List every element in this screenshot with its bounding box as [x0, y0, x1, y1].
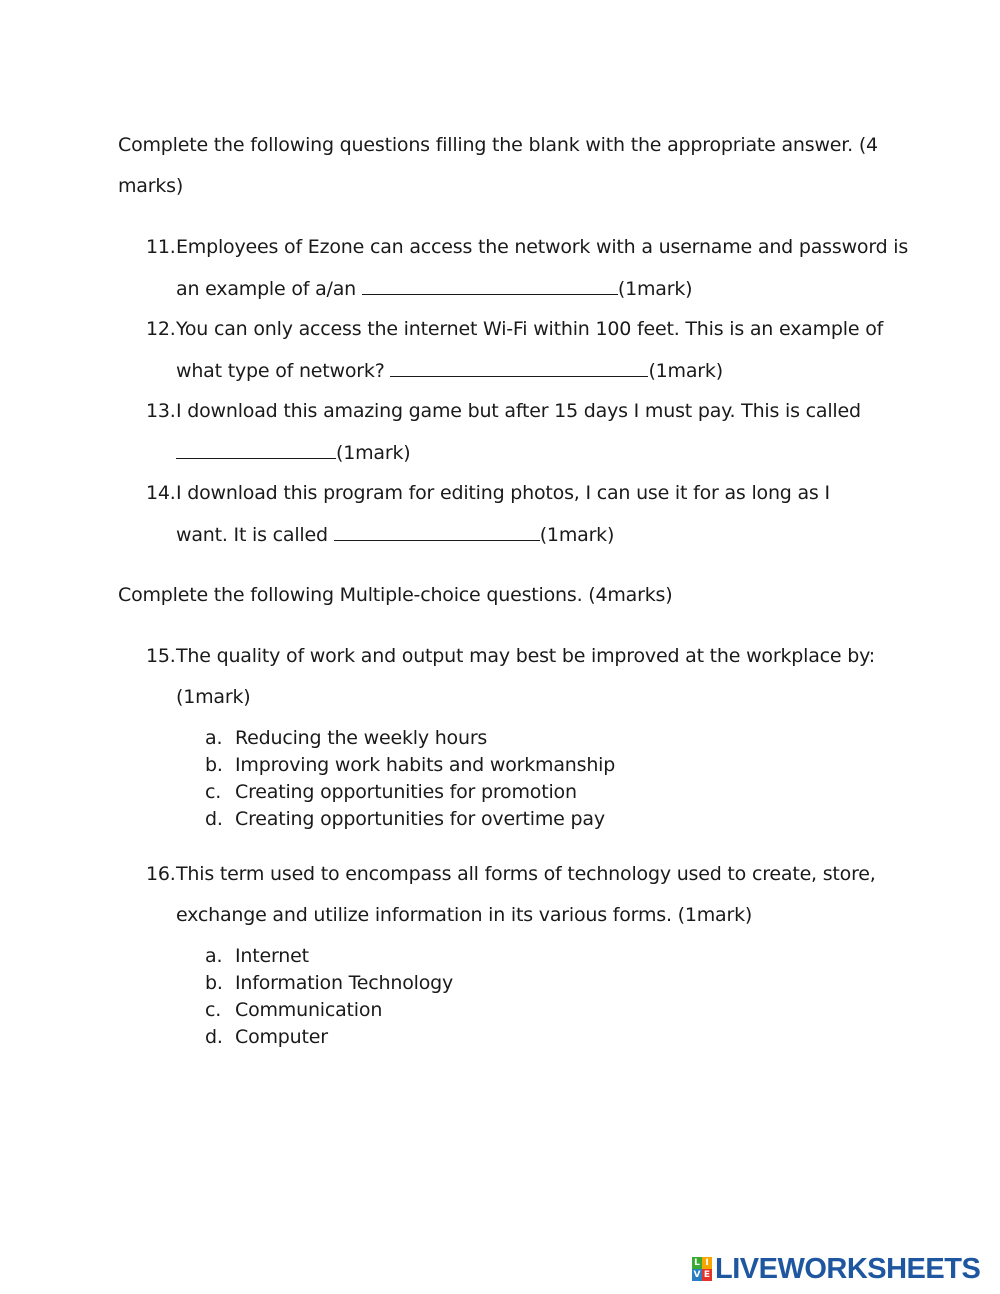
question-number: 13.: [146, 400, 176, 422]
option-16c[interactable]: [205, 998, 382, 1022]
section1-intro-line2: marks): [118, 175, 184, 197]
logo-mark-square: E: [703, 1270, 711, 1280]
question-text-cont: what type of network?: [176, 360, 385, 382]
question-text: I download this program for editing photos, I can use it for as long as I: [176, 482, 830, 504]
question-text: You can only access the internet Wi-Fi within 100 feet. This is an example of: [176, 318, 884, 340]
option-15c[interactable]: [205, 780, 577, 804]
question-marks: (1mark): [617, 278, 693, 300]
question-number: 16.: [146, 863, 176, 885]
liveworksheets-logo-text: LIVEWORKSHEETS: [715, 1252, 981, 1285]
option-letter: c.: [205, 999, 222, 1021]
answer-blank-12[interactable]: [390, 358, 648, 377]
question-number: 11.: [146, 236, 176, 258]
option-letter: d.: [205, 1026, 223, 1048]
option-16d[interactable]: [205, 1025, 328, 1049]
liveworksheets-logo[interactable]: [692, 1254, 980, 1284]
question-number: 12.: [146, 318, 176, 340]
section1-instructions: [118, 133, 878, 157]
option-15d[interactable]: [205, 807, 605, 831]
question-number: 14.: [146, 482, 176, 504]
question-13-answer-line: [176, 440, 410, 465]
section2-instructions: [118, 583, 672, 607]
option-text: Reducing the weekly hours: [235, 727, 488, 749]
logo-mark-square: I: [702, 1257, 712, 1269]
question-text: I download this amazing game but after 15 days I must pay. This is called: [176, 400, 861, 422]
question-15-marks-line: [176, 685, 250, 709]
section1-intro-line1: Complete the following questions filling the blank with the appropriate answer. (4: [118, 134, 878, 156]
option-letter: a.: [205, 727, 223, 749]
option-text: Creating opportunities for overtime pay: [235, 808, 605, 830]
question-12: [146, 317, 883, 341]
option-15b[interactable]: [205, 753, 615, 777]
answer-blank-14[interactable]: [334, 522, 540, 541]
option-text: Internet: [235, 945, 309, 967]
question-text-cont: exchange and utilize information in its various forms. (1mark): [176, 904, 753, 926]
option-letter: a.: [205, 945, 223, 967]
question-16-cont: [176, 903, 752, 927]
question-marks: (1mark): [176, 686, 251, 708]
liveworksheets-logo-mark: [692, 1257, 712, 1281]
answer-blank-13[interactable]: [176, 440, 336, 459]
question-11: [146, 235, 908, 259]
option-letter: b.: [205, 972, 223, 994]
question-text-cont: want. It is called: [176, 524, 328, 546]
question-marks: (1mark): [336, 442, 411, 464]
option-15a[interactable]: [205, 726, 487, 750]
question-13: [146, 399, 861, 423]
option-text: Information Technology: [235, 972, 454, 994]
question-11-answer-line: [176, 276, 692, 301]
question-text: The quality of work and output may best be improved at the workplace by:: [176, 645, 875, 667]
option-text: Computer: [235, 1026, 328, 1048]
logo-mark-square: V: [693, 1270, 701, 1280]
answer-blank-11[interactable]: [362, 276, 618, 295]
section1-instructions-cont: [118, 174, 183, 198]
question-12-answer-line: [176, 358, 723, 383]
question-16: [146, 862, 876, 886]
option-16b[interactable]: [205, 971, 453, 995]
section2-intro: Complete the following Multiple-choice questions. (4marks): [118, 584, 673, 606]
option-text: Communication: [235, 999, 383, 1021]
question-text: Employees of Ezone can access the network with a username and password is: [176, 236, 909, 258]
option-letter: b.: [205, 754, 223, 776]
question-marks: (1mark): [648, 360, 723, 382]
question-14: [146, 481, 830, 505]
logo-mark-square: L: [692, 1257, 702, 1269]
question-marks: (1mark): [539, 524, 615, 546]
question-14-answer-line: [176, 522, 614, 547]
question-15: [146, 644, 875, 668]
option-text: Improving work habits and workmanship: [235, 754, 616, 776]
option-letter: c.: [205, 781, 222, 803]
option-text: Creating opportunities for promotion: [235, 781, 577, 803]
question-text-cont: an example of a/an: [176, 278, 357, 300]
option-letter: d.: [205, 808, 223, 830]
question-number: 15.: [146, 645, 176, 667]
question-text: This term used to encompass all forms of technology used to create, store,: [176, 863, 876, 885]
option-16a[interactable]: [205, 944, 309, 968]
